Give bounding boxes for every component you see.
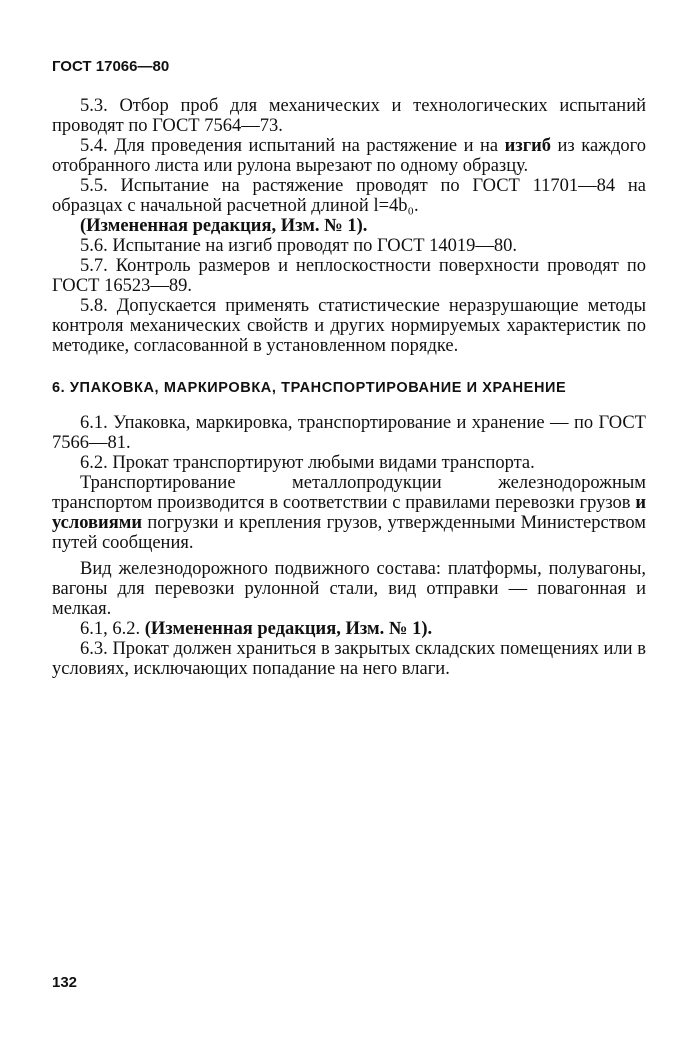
paragraph-6-2-rail <box>52 473 646 553</box>
paragraph-5-8: 5.8. Допускается применять статистические неразрушающие методы контроля механических свойств и других нормируемых характеристик по методике, согласованной в установленном порядке. <box>52 296 646 356</box>
section-6-heading: 6. УПАКОВКА, МАРКИРОВКА, ТРАНСПОРТИРОВАНИЕ И ХРАНЕНИЕ <box>52 380 567 396</box>
paragraph-5-3: 5.3. Отбор проб для механических и технологических испытаний проводят по ГОСТ 7564—73. <box>52 96 646 136</box>
paragraph-6-3: 6.3. Прокат должен храниться в закрытых складских помещениях или в условиях, исключающих попадание на него влаги. <box>52 639 646 679</box>
paragraph-5-4-bold: изгиб <box>504 136 552 156</box>
edit-note-2: (Измененная редакция, Изм. № 1). <box>144 619 433 639</box>
paragraph-5-7: 5.7. Контроль размеров и неплоскостности поверхности проводят по ГОСТ 16523—89. <box>52 256 646 296</box>
paragraph-6-2-rail-text-b: погрузки и крепления грузов, утвержденными Министерством путей сообщения. <box>52 513 646 553</box>
paragraph-5-4 <box>52 136 646 176</box>
paragraph-5-4-text-a: 5.4. Для проведения испытаний на растяжение и на <box>80 136 505 156</box>
document-header: ГОСТ 17066—80 <box>52 58 170 75</box>
paragraph-6-2-rail-text-a: Транспортирование металлопродукции железнодорожным транспортом производится в соответствии с правилами перевозки грузов <box>52 473 646 513</box>
paragraph-5-6: 5.6. Испытание на изгиб проводят по ГОСТ 14019—80. <box>80 236 517 256</box>
paragraph-6-2-rail-bold: и условиями <box>52 493 646 533</box>
page-number: 132 <box>52 974 78 991</box>
paragraph-6-1: 6.1. Упаковка, маркировка, транспортирование и хранение — по ГОСТ 7566—81. <box>52 413 646 453</box>
page-body <box>52 96 646 679</box>
paragraph-5-5: 5.5. Испытание на растяжение проводят по ГОСТ 11701—84 на образцах с начальной расчетной длиной l=4b₀. <box>52 176 646 216</box>
edit-note-1: (Измененная редакция, Изм. № 1). <box>80 216 368 236</box>
edit-note-2-line <box>52 619 646 639</box>
paragraph-6-2: 6.2. Прокат транспортируют любыми видами транспорта. <box>80 453 535 473</box>
paragraph-5-4-text-b: из каждого отобранного листа или рулона вырезают по одному образцу. <box>52 136 646 176</box>
paragraph-6-2-wagons: Вид железнодорожного подвижного состава: платформы, полувагоны, вагоны для перевозки рулонной стали, вид отправки — повагонная и мелкая. <box>52 559 646 619</box>
edit-note-2-prefix: 6.1, 6.2. <box>80 619 145 639</box>
